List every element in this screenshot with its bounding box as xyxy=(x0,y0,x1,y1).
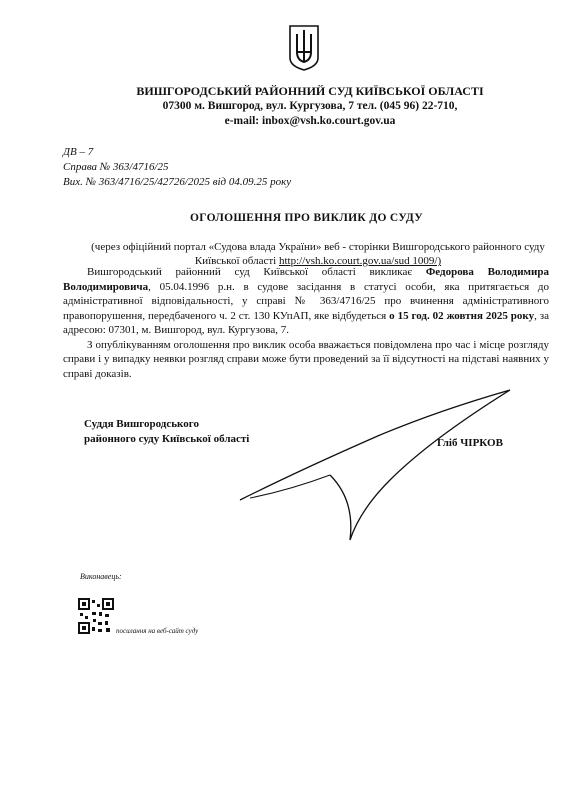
p1-part3: , за адресою: 07301, м. Вишгород, вул. Кургузова, 7. xyxy=(63,309,549,336)
p1-part1: Вишгородський районний суд Київської області викликає xyxy=(87,266,426,278)
qr-code-icon[interactable] xyxy=(78,598,114,634)
p1-part2: , 05.04.1996 р.н. в судове засідання в статусі особи, яка притягається до адміністративної відповідальності, у справі № 363/4716/25 про вчинення адміністративного правопорушення, передбаченого ч. 2 ст. 130 КУпАП, яке відбудеться xyxy=(63,280,549,322)
judge-position-line2: районного суду Київської області xyxy=(84,433,250,445)
hearing-datetime: о 15 год. 02 жовтня 2025 року xyxy=(389,309,535,322)
outgoing-number: Вих. № 363/4716/25/42726/2025 від 04.09.25 року xyxy=(63,176,292,188)
court-email: e-mail: inbox@vsh.ko.court.gov.ua xyxy=(224,115,396,127)
case-number: Справа № 363/4716/25 xyxy=(63,161,169,173)
judge-name: Гліб ЧІРКОВ xyxy=(437,437,503,449)
document-subtitle xyxy=(88,240,548,268)
notice-paragraph: З опублікуванням оголошення про виклик особа вважається повідомлена про час і місце розгляду справи і у випадку неявки розгляд справи може бути проведений за її відсутності на підставі наявних у справі доказів. xyxy=(63,338,549,380)
document-code: ДВ – 7 xyxy=(63,146,94,158)
judge-position xyxy=(84,417,249,447)
trident-emblem-icon xyxy=(287,22,321,72)
document-title: ОГОЛОШЕННЯ ПРО ВИКЛИК ДО СУДУ xyxy=(190,212,423,224)
court-website-link[interactable]: http://vsh.ko.court.gov.ua/sud 1009/) xyxy=(278,255,442,267)
executor-label: Виконавець: xyxy=(80,572,122,581)
court-address: 07300 м. Вишгород, вул. Кургузова, 7 тел. (045 96) 22-710, xyxy=(162,100,458,112)
subtitle-text: (через офіційний портал «Судова влада України» веб - сторінки Вишгородського районного суду Київської області xyxy=(91,241,545,267)
qr-caption: посилання на веб-сайт суду xyxy=(116,627,199,635)
summons-paragraph xyxy=(63,265,549,338)
handwritten-signature xyxy=(180,380,520,550)
judge-position-line1: Суддя Вишгородського xyxy=(84,418,199,430)
court-name: ВИШГОРОДСЬКИЙ РАЙОННИЙ СУД КИЇВСЬКОЇ ОБЛАСТІ xyxy=(136,84,484,98)
document-body xyxy=(63,265,549,381)
summoned-person-name: Федорова Володимира Володимировича xyxy=(63,266,550,293)
